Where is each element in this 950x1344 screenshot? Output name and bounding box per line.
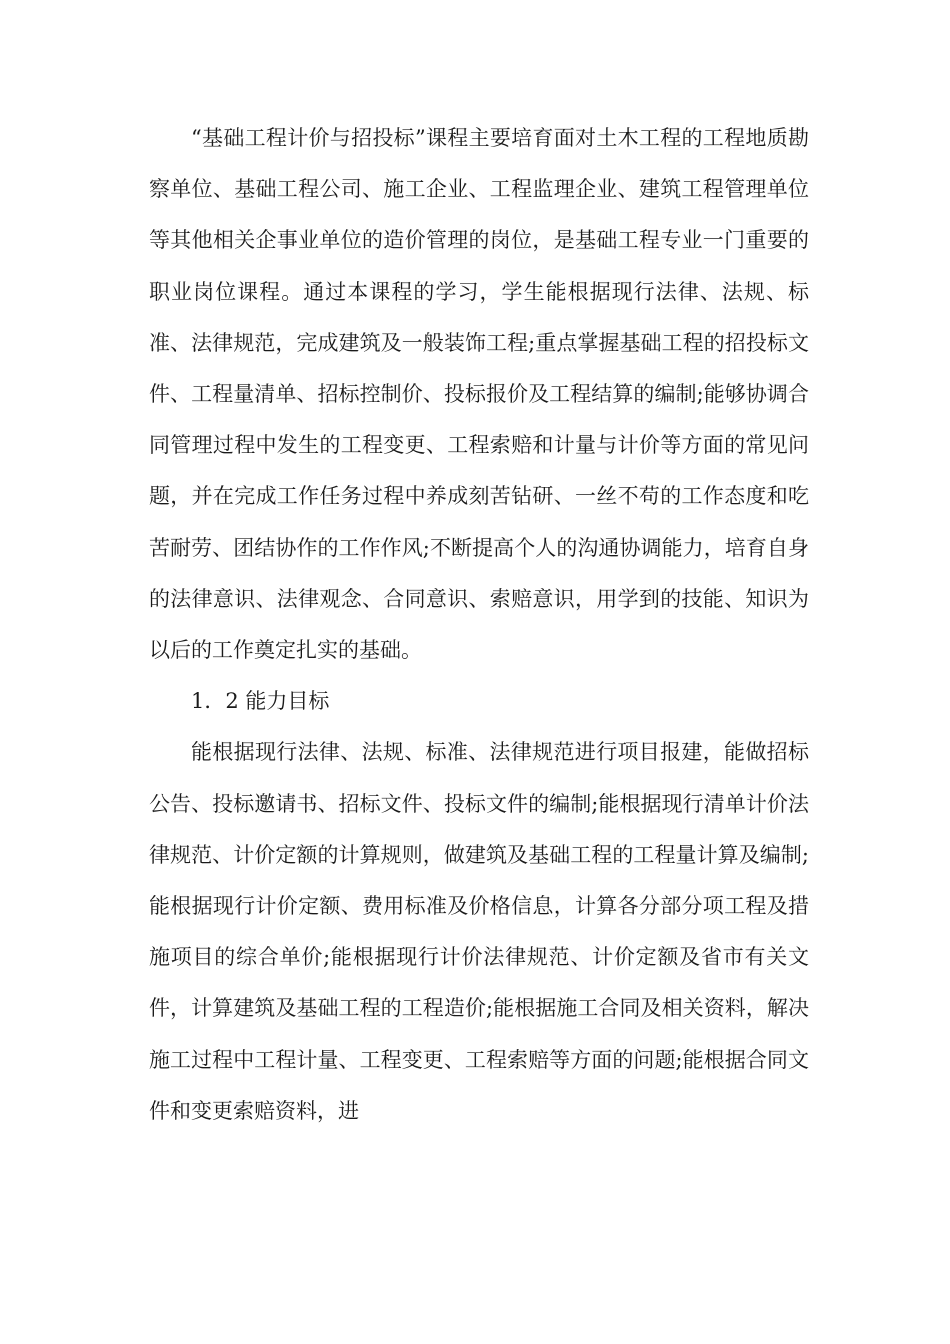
ability-goals-paragraph: 能根据现行法律、法规、标准、法律规范进行项目报建，能做招标公告、投标邀请书、招标文件、投标文件的编制;能根据现行清单计价法律规范、计价定额的计算规则，做建筑及基础工程的工程量计算及编制;能根据现行计价定额、费用标准及价格信息，计算各分部分项工程及措施项目的综合单价;能根据现行计价法律规范、计价定额及省市有关文件，计算建筑及基础工程的工程造价;能根据施工合同及相关资料，解决施工过程中工程计量、工程变更、工程索赔等方面的问题;能根据合同文件和变更索赔资料，进 bbox=[149, 740, 809, 1123]
section-heading-ability-goals: 1．2 能力目标 bbox=[191, 689, 330, 714]
document-body bbox=[149, 113, 809, 1137]
course-description-paragraph: “基础工程计价与招投标”课程主要培育面对土木工程的工程地质勘察单位、基础工程公司、施工企业、工程监理企业、建筑工程管理单位等其他相关企事业单位的造价管理的岗位，是基础工程专业一门重要的职业岗位课程。通过本课程的学习，学生能根据现行法律、法规、标准、法律规范，完成建筑及一般装饰工程;重点掌握基础工程的招投标文件、工程量清单、招标控制价、投标报价及工程结算的编制;能够协调合同管理过程中发生的工程变更、工程索赔和计量与计价等方面的常见问题，并在完成工作任务过程中养成刻苦钻研、一丝不苟的工作态度和吃苦耐劳、团结协作的工作作风;不断提高个人的沟通协调能力，培育自身的法律意识、法律观念、合同意识、索赔意识，用学到的技能、知识为以后的工作奠定扎实的基础。 bbox=[149, 126, 809, 663]
